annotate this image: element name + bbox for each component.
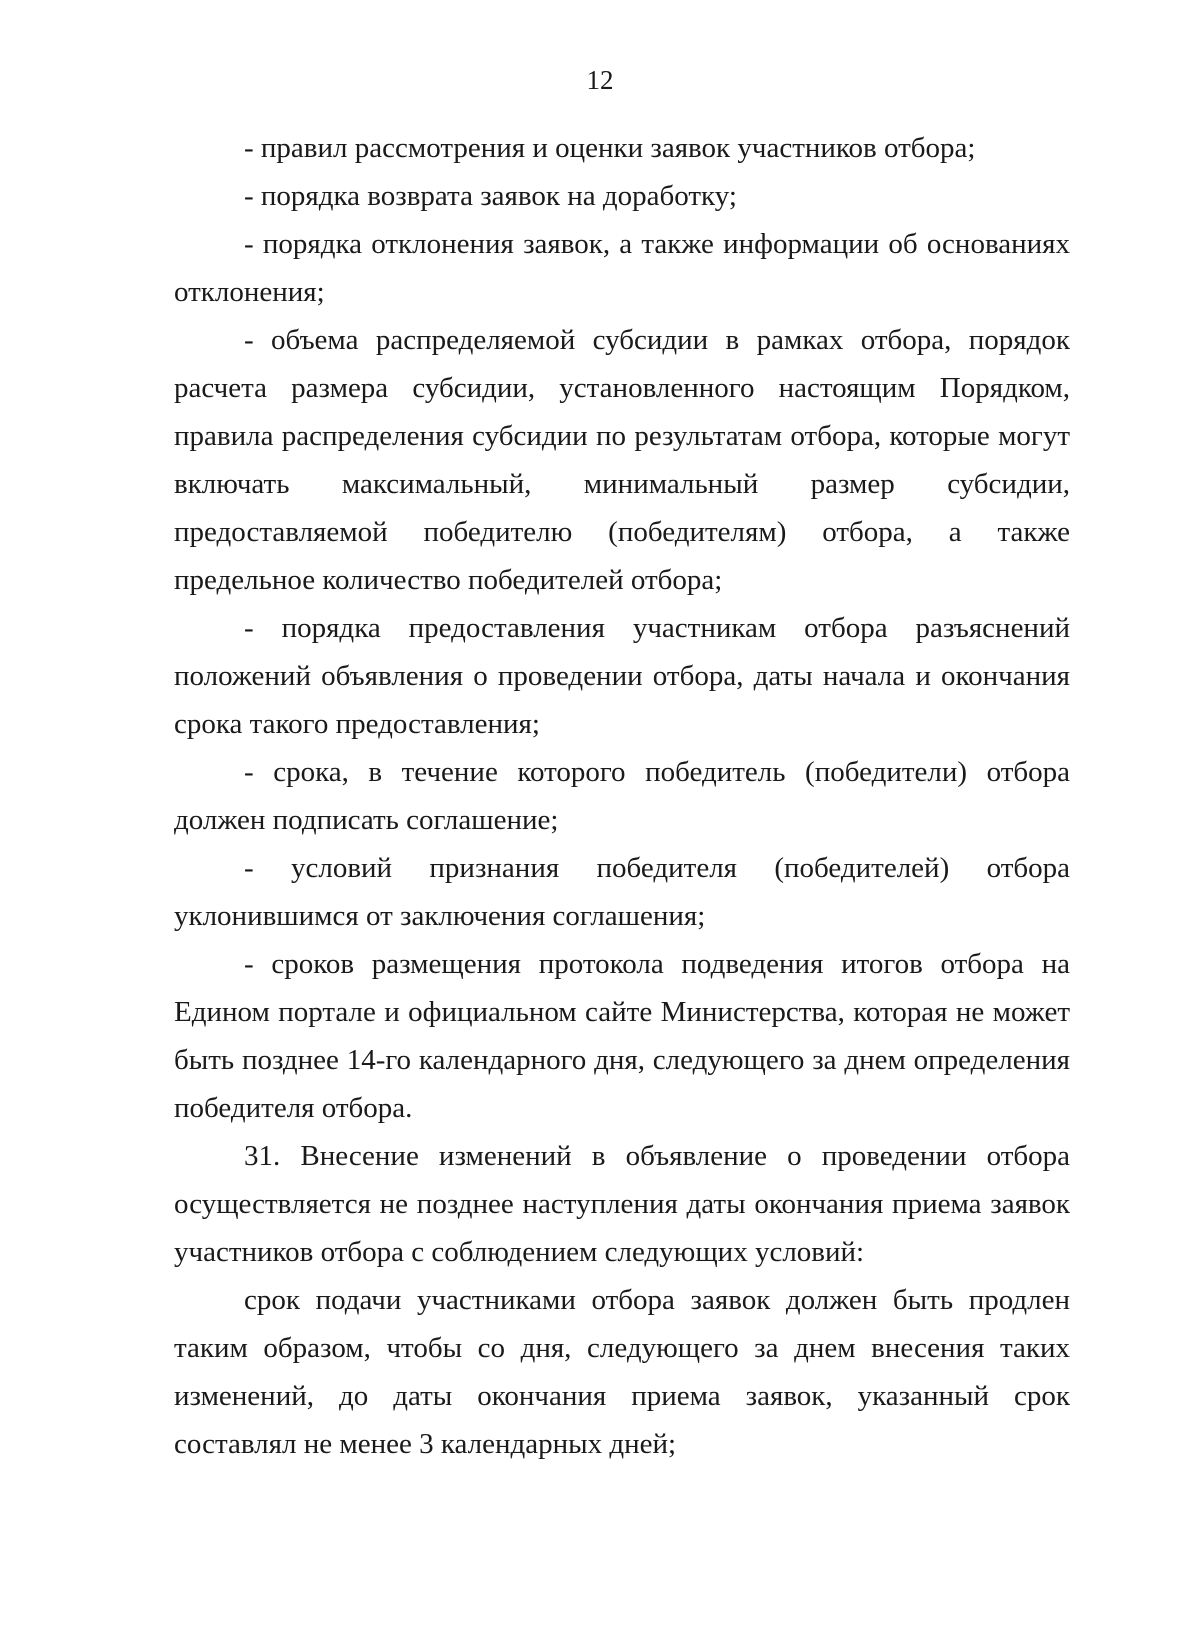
document-body: [174, 124, 1070, 1468]
paragraph-protocol-terms: - сроков размещения протокола подведения итогов отбора на Едином портале и официальном сайте Министерства, которая не может быть позднее 14-го календарного дня, следующего за днем определения победителя отбора.: [174, 948, 1070, 1124]
paragraph-return-procedure: - порядка возврата заявок на доработку;: [244, 180, 737, 212]
paragraph-evasion-conditions: - условий признания победителя (победителей) отбора уклонившимся от заключения соглашения;: [174, 852, 1070, 932]
paragraph-clarifications: - порядка предоставления участникам отбора разъяснений положений объявления о проведении отбора, даты начала и окончания срока такого предоставления;: [174, 612, 1070, 740]
paragraph-deadline-extension: срок подачи участниками отбора заявок должен быть продлен таким образом, чтобы со дня, следующего за днем внесения таких изменений, до даты окончания приема заявок, указанный срок составлял не менее 3 календарных дней;: [174, 1284, 1070, 1460]
paragraph-subsidy-volume: - объема распределяемой субсидии в рамках отбора, порядок расчета размера субсидии, установленного настоящим Порядком, правила распределения субсидии по результатам отбора, которые могут включать максимальный, минимальный размер субсидии, предоставляемой победителю (победителям) отбора, а также предельное количество победителей отбора;: [174, 324, 1070, 596]
paragraph-rejection-procedure: - порядка отклонения заявок, а также информации об основаниях отклонения;: [174, 228, 1070, 308]
paragraph-signing-term: - срока, в течение которого победитель (победители) отбора должен подписать соглашение;: [174, 756, 1070, 836]
page-number: 12: [586, 65, 614, 95]
paragraph-review-rules: - правил рассмотрения и оценки заявок участников отбора;: [244, 132, 976, 164]
paragraph-section-31: 31. Внесение изменений в объявление о проведении отбора осуществляется не позднее наступления даты окончания приема заявок участников отбора с соблюдением следующих условий:: [174, 1140, 1070, 1268]
